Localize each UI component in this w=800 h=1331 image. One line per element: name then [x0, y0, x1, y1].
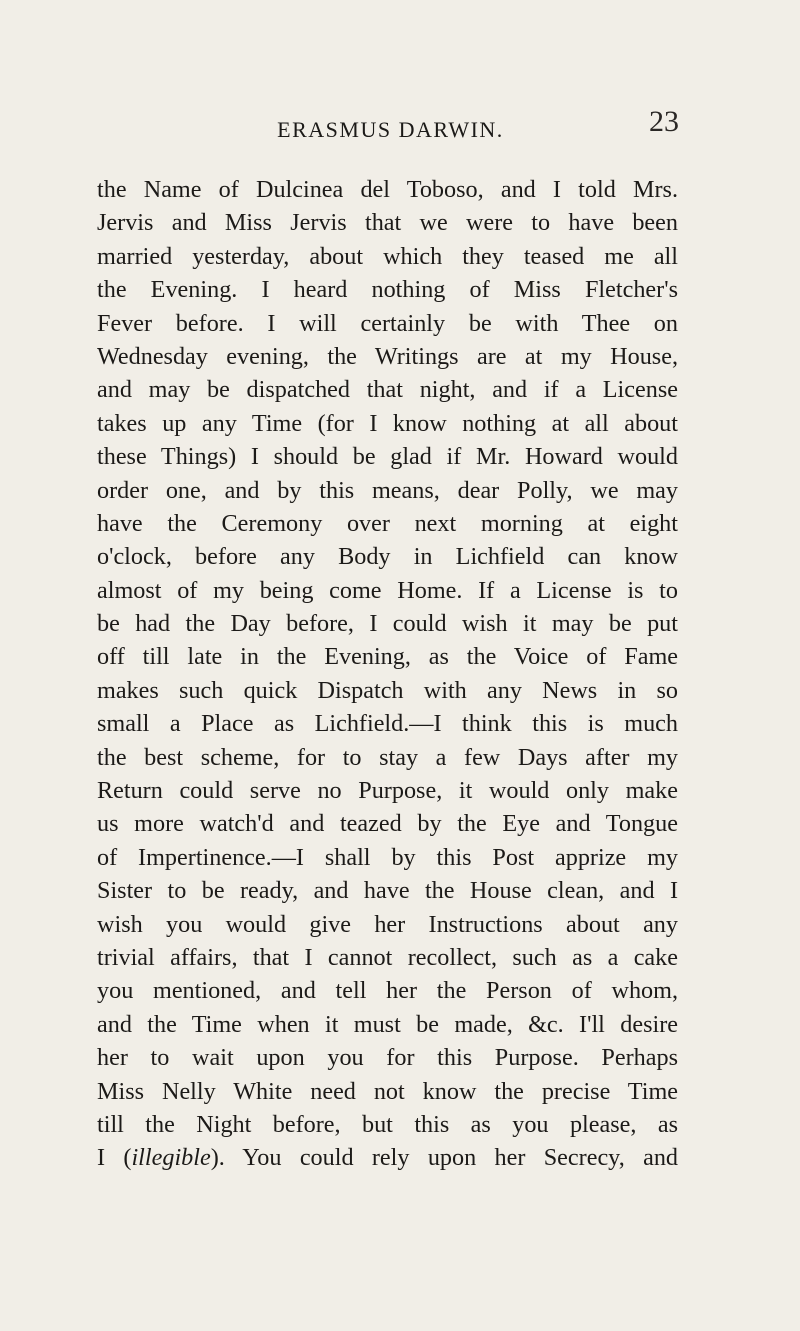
- text-line: trivial affairs, that I cannot recollect, such as a cake: [97, 943, 678, 971]
- text-line: o'clock, before any Body in Lichfield can know: [97, 543, 678, 571]
- text-line: of Impertinence.—I shall by this Post apprize my: [97, 843, 678, 871]
- text-line: her to wait upon you for this Purpose. Perhaps: [97, 1044, 678, 1072]
- text-line: us more watch'd and teazed by the Eye and Tongue: [97, 810, 678, 838]
- text-line: till the Night before, but this as you please, as: [97, 1110, 678, 1138]
- body-text: [97, 173, 678, 1175]
- text-line: Sister to be ready, and have the House clean, and I: [97, 877, 678, 905]
- text-line: takes up any Time (for I know nothing at all about: [97, 409, 678, 437]
- text-line: married yesterday, about which they teased me all: [97, 242, 678, 270]
- text-line: Jervis and Miss Jervis that we were to have been: [97, 209, 678, 237]
- text-line: the Name of Dulcinea del Toboso, and I told Mrs.: [97, 176, 678, 203]
- page-number: 23: [649, 105, 679, 138]
- text-line: the best scheme, for to stay a few Days after my: [97, 743, 678, 771]
- text-segment: I (: [97, 1144, 132, 1172]
- text-line: Wednesday evening, the Writings are at my House,: [97, 342, 678, 370]
- text-line: small a Place as Lichfield.—I think this is much: [97, 710, 678, 738]
- text-line: Miss Nelly White need not know the precise Time: [97, 1077, 678, 1105]
- text-line: Fever before. I will certainly be with Thee on: [97, 309, 678, 337]
- text-line: order one, and by this means, dear Polly, we may: [97, 476, 678, 504]
- text-line: you mentioned, and tell her the Person of whom,: [97, 977, 678, 1005]
- text-line: almost of my being come Home. If a License is to: [97, 576, 678, 604]
- text-line: makes such quick Dispatch with any News in so: [97, 676, 678, 704]
- text-segment: ). You could rely upon her Secrecy, and: [210, 1144, 679, 1172]
- text-line: have the Ceremony over next morning at eight: [97, 509, 678, 537]
- text-line: the Evening. I heard nothing of Miss Fletcher's: [97, 276, 678, 304]
- illegible-note: illegible: [131, 1144, 211, 1172]
- text-line: and may be dispatched that night, and if a License: [97, 376, 678, 404]
- text-line: off till late in the Evening, as the Voice of Fame: [97, 643, 678, 671]
- text-line: wish you would give her Instructions about any: [97, 910, 678, 938]
- text-line: Return could serve no Purpose, it would only make: [97, 777, 678, 805]
- text-line-last: [97, 1141, 678, 1174]
- running-head: [102, 105, 679, 150]
- running-title: ERASMUS DARWIN.: [277, 117, 504, 142]
- text-line: and the Time when it must be made, &c. I'll desire: [97, 1010, 678, 1038]
- text-line: these Things) I should be glad if Mr. Howard would: [97, 443, 678, 471]
- text-line: be had the Day before, I could wish it may be put: [97, 610, 678, 638]
